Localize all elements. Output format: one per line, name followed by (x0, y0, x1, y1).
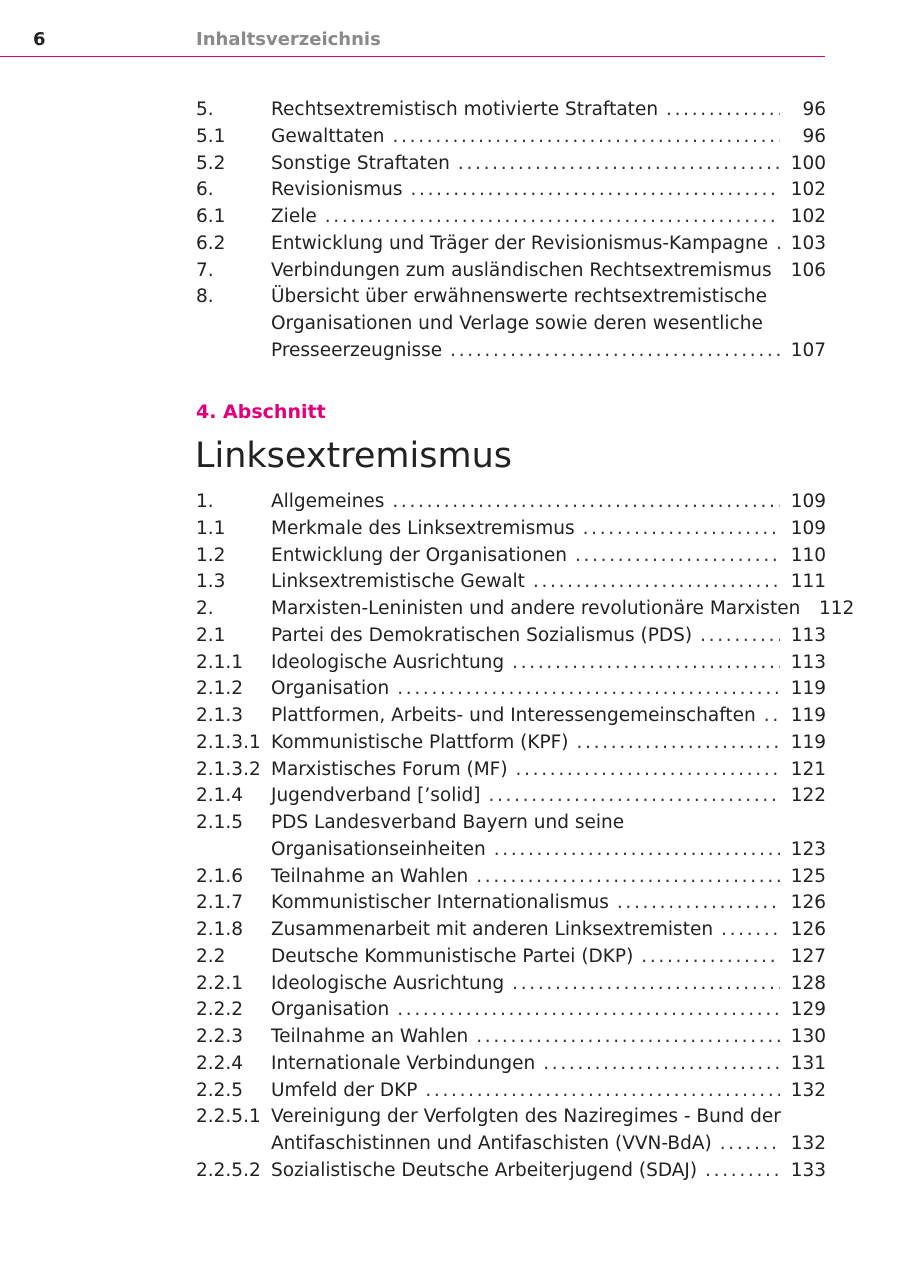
toc-entry-page: 113 (790, 624, 826, 646)
toc-entry-title: Kommunistischer Internationalismus (271, 892, 609, 914)
toc-entry-number: 2.2.4 (196, 1052, 244, 1074)
toc-entry-title: Organisation (271, 999, 390, 1021)
dot-leader (641, 944, 780, 971)
toc-entry-title: Ziele (271, 206, 317, 227)
toc-entry-page: 102 (790, 206, 826, 227)
toc-entry (196, 516, 826, 543)
toc-entry-title: Kommunistische Plattform (KPF) (271, 731, 569, 753)
toc-entry-page: 106 (790, 259, 826, 281)
toc-entry-title: Plattformen, Arbeits- und Interessengemeinschaften (271, 705, 756, 726)
toc-entry-page: 119 (790, 678, 826, 700)
toc-entry-number: 8. (196, 286, 214, 308)
section-label: 4. Abschnitt (196, 401, 326, 423)
toc-entry-page: 111 (790, 571, 826, 593)
toc-entry (196, 124, 826, 151)
dot-leader (575, 543, 780, 570)
toc-entry (196, 703, 826, 730)
toc-entry (196, 1024, 826, 1051)
toc-entry-number: 2.1.6 (196, 865, 244, 887)
toc-entry-page: 126 (790, 892, 826, 914)
dot-leader (458, 151, 780, 178)
toc-entry-number: 2.2.2 (196, 999, 244, 1021)
toc-entry-page: 130 (790, 1026, 826, 1047)
toc-entry-title: PDS Landesverband Bayern und seine (271, 812, 625, 833)
toc-entry-title: Teilnahme an Wahlen (271, 865, 469, 887)
toc-entry-page: 128 (790, 972, 826, 994)
toc-entry (196, 944, 826, 971)
toc-entry (196, 338, 826, 365)
toc-entry-number: 2.1.5 (196, 812, 244, 833)
toc-entry-number: 2.1 (196, 624, 226, 646)
toc-entry-number: 1.3 (196, 571, 226, 593)
toc-entry-title: Organisation (271, 678, 390, 700)
toc-entry-number: 2.2.5.2 (196, 1159, 261, 1181)
toc-entry-page: 110 (790, 544, 826, 566)
toc-entry-title: Gewalttaten (271, 125, 385, 147)
toc-entry (196, 971, 826, 998)
toc-entry-title: Jugendverband [’solid] (271, 785, 481, 807)
toc-entry-number: 2.2.1 (196, 972, 244, 994)
toc-entry-title: Marxisten-Leninisten und andere revolutionäre Marxisten (271, 598, 801, 619)
dot-leader (776, 231, 780, 258)
dot-leader (577, 730, 780, 757)
toc-entry (196, 997, 826, 1024)
toc-entry-page: 112 (819, 598, 855, 619)
toc-entry (196, 650, 826, 677)
toc-entry-number: 6.2 (196, 232, 226, 254)
toc-entry (196, 543, 826, 570)
toc-entry (196, 1051, 826, 1078)
toc-entry (196, 284, 826, 311)
toc-entry-page: 122 (790, 785, 826, 807)
toc-entry-title: Vereinigung der Verfolgten des Naziregimes - Bund der (271, 1106, 781, 1128)
toc-entry (196, 837, 826, 864)
toc-entry (196, 1104, 826, 1131)
toc-entry-title: Umfeld der DKP (271, 1079, 418, 1101)
dot-leader (392, 489, 780, 516)
toc-entry-title: Organisationen und Verlage sowie deren wesentliche (271, 313, 763, 334)
toc-entry-title: Teilnahme an Wahlen (271, 1026, 469, 1047)
toc-entry (196, 917, 826, 944)
toc-entry-number: 2.1.1 (196, 651, 244, 673)
toc-entry (196, 810, 826, 837)
toc-entry-page: 132 (790, 1133, 826, 1154)
toc-entry-page: 109 (790, 491, 826, 512)
dot-leader (425, 1078, 780, 1105)
toc-entry-page: 127 (790, 945, 826, 967)
toc-entry (196, 596, 855, 623)
toc-entry-page: 123 (790, 838, 826, 860)
toc-entry-title: Marxistisches Forum (MF) (271, 758, 508, 780)
dot-leader (476, 1024, 780, 1051)
toc-entry-number: 2.2.5.1 (196, 1106, 261, 1128)
toc-entry-title: Allgemeines (271, 491, 385, 512)
dot-leader (666, 97, 780, 124)
toc-entry (196, 489, 826, 516)
toc-entry-number: 2.1.4 (196, 785, 244, 807)
toc-entry (196, 231, 826, 258)
toc-entry (196, 757, 826, 784)
toc-entry (196, 1158, 826, 1185)
dot-leader (393, 124, 780, 151)
toc-entry-page: 96 (802, 99, 826, 120)
toc-entry-title: Internationale Verbindungen (271, 1052, 536, 1074)
toc-entry-title: Linksextremistische Gewalt (271, 571, 525, 593)
toc-entry-title: Ideologische Ausrichtung (271, 651, 505, 673)
toc-entry-page: 102 (790, 179, 826, 201)
toc-entry-number: 6.1 (196, 206, 226, 227)
toc-entry-number: 2.1.7 (196, 892, 244, 914)
toc-entry-page: 133 (790, 1159, 826, 1181)
toc-entry (196, 890, 826, 917)
toc-entry (196, 864, 826, 891)
dot-leader (494, 837, 780, 864)
toc-entry-page: 100 (790, 152, 826, 174)
toc-entry-page: 121 (790, 758, 826, 780)
toc-entry-title: Entwicklung und Träger der Revisionismus-Kampagne (271, 232, 769, 254)
toc-entry-number: 7. (196, 259, 214, 281)
toc-entry (196, 783, 826, 810)
toc-entry-title: Merkmale des Linksextremismus (271, 517, 575, 539)
dot-leader (397, 676, 780, 703)
toc-list-part2 (196, 489, 855, 1185)
toc-entry-title: Presseerzeugnisse (271, 339, 443, 361)
toc-entry-number: 6. (196, 179, 214, 201)
dot-leader (325, 204, 780, 231)
toc-entry (196, 97, 826, 124)
toc-entry-title: Übersicht über erwähnenswerte rechtsextremistische (271, 286, 768, 308)
toc-entry-number: 5.2 (196, 152, 226, 174)
dot-leader (476, 864, 780, 891)
toc-entry-number: 1. (196, 491, 214, 512)
section-title: Linksextremismus (195, 436, 512, 476)
toc-entry-page: 113 (790, 651, 826, 673)
toc-entry-title: Organisationseinheiten (271, 838, 486, 860)
toc-entry-number: 2.1.3.1 (196, 731, 261, 753)
dot-leader (512, 971, 780, 998)
toc-entry (196, 1131, 826, 1158)
toc-entry (196, 676, 826, 703)
toc-entry-page: 129 (790, 999, 826, 1021)
dot-leader (721, 917, 780, 944)
toc-entry (196, 311, 826, 338)
toc-entry-title: Revisionismus (271, 179, 403, 201)
toc-list-part1 (196, 97, 826, 365)
toc-entry-title: Rechtsextremistisch motivierte Straftaten (271, 99, 659, 120)
toc-entry-title: Partei des Demokratischen Sozialismus (PDS) (271, 624, 693, 646)
toc-entry-page: 125 (790, 865, 826, 887)
toc-entry-number: 2.1.3 (196, 705, 244, 726)
toc-entry-number: 2. (196, 598, 214, 619)
dot-leader (488, 783, 780, 810)
dot-leader (700, 623, 780, 650)
toc-entry-page: 103 (790, 232, 826, 254)
toc-entry-page: 131 (790, 1052, 826, 1074)
toc-entry-number: 5. (196, 99, 214, 120)
toc-entry-title: Zusammenarbeit mit anderen Linksextremisten (271, 919, 714, 940)
dot-leader (543, 1051, 780, 1078)
toc-entry-page: 132 (790, 1079, 826, 1101)
toc-entry-title: Verbindungen zum ausländischen Rechtsextremismus (271, 259, 772, 281)
toc-entry-title: Ideologische Ausrichtung (271, 972, 505, 994)
toc-entry-page: 96 (802, 125, 826, 147)
dot-leader (583, 516, 780, 543)
toc-entry (196, 204, 826, 231)
running-head: Inhaltsverzeichnis (196, 29, 381, 50)
toc-entry-page: 119 (790, 731, 826, 753)
dot-leader (533, 569, 780, 596)
toc-entry-number: 2.1.8 (196, 919, 244, 940)
page-number: 6 (33, 29, 46, 50)
toc-entry-number: 2.2.5 (196, 1079, 244, 1101)
dot-leader (450, 338, 780, 365)
toc-entry (196, 730, 826, 757)
toc-entry-number: 1.2 (196, 544, 226, 566)
toc-entry (196, 151, 826, 178)
toc-entry (196, 569, 826, 596)
dot-leader (705, 1158, 780, 1185)
toc-entry (196, 623, 826, 650)
dot-leader (764, 703, 780, 730)
toc-entry-page: 119 (790, 705, 826, 726)
dot-leader (516, 757, 780, 784)
toc-entry-number: 2.2 (196, 945, 226, 967)
toc-entry (196, 177, 826, 204)
dot-leader (397, 997, 780, 1024)
toc-entry (196, 1078, 826, 1105)
toc-entry-page: 126 (790, 919, 826, 940)
toc-entry-page: 107 (790, 339, 826, 361)
toc-entry-title: Antifaschistinnen und Antifaschisten (VVN-BdA) (271, 1133, 712, 1154)
toc-entry-number: 2.2.3 (196, 1026, 244, 1047)
toc-entry-title: Sozialistische Deutsche Arbeiterjugend (SDAJ) (271, 1159, 698, 1181)
toc-entry-number: 5.1 (196, 125, 226, 147)
dot-leader (410, 177, 780, 204)
toc-entry-title: Entwicklung der Organisationen (271, 544, 567, 566)
header-rule (0, 56, 825, 57)
dot-leader (512, 650, 780, 677)
toc-entry-title: Deutsche Kommunistische Partei (DKP) (271, 945, 634, 967)
toc-entry-number: 2.1.3.2 (196, 758, 261, 780)
dot-leader (617, 890, 780, 917)
toc-entry-title: Sonstige Straftaten (271, 152, 450, 174)
toc-entry-page: 109 (790, 517, 826, 539)
toc-entry (196, 258, 826, 285)
dot-leader (720, 1131, 780, 1158)
toc-entry-number: 1.1 (196, 517, 226, 539)
toc-entry-number: 2.1.2 (196, 678, 244, 700)
